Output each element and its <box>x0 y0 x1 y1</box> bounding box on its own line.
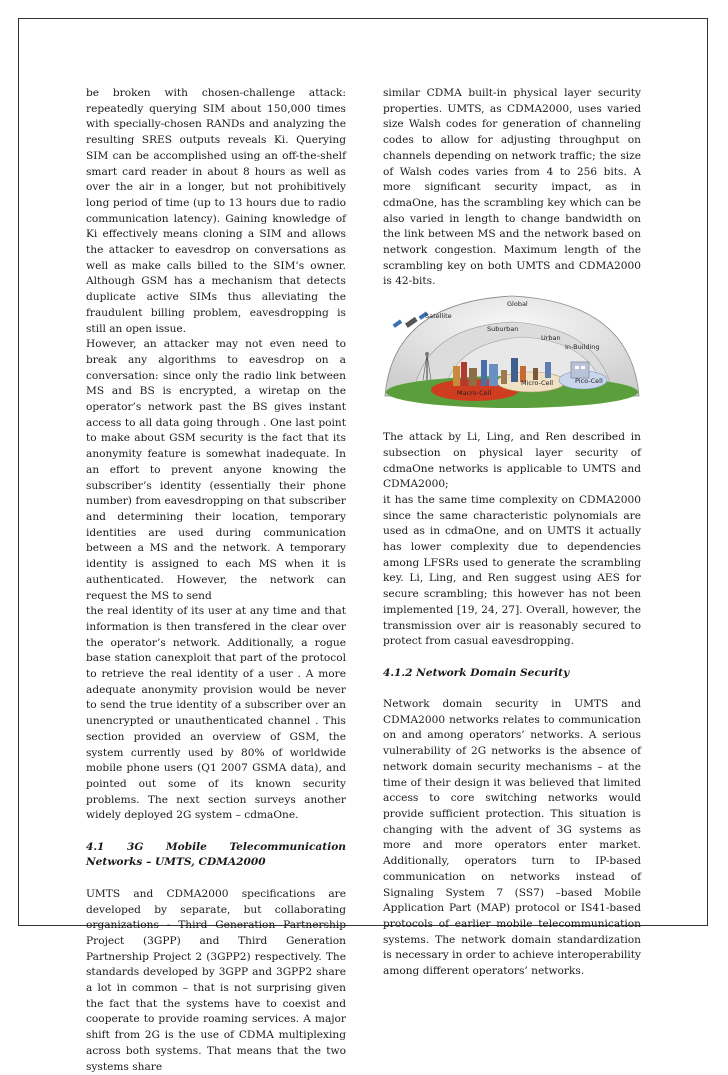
right-paragraph-2: The attack by Li, Ling, and Ren described in subsection on physical layer security of cdmaOne networks is applicable to UMTS and CDMA2000; <box>383 431 641 491</box>
label-global: Global <box>507 300 528 309</box>
left-paragraph-4: UMTS and CDMA2000 specifications are developed by separate, but collaborating organizations - Third Generation Partnership Project (3GPP) and Third Generation Partnership Project 2 (3GPP2) respectively. The standards developed by 3GPP and 3GPP2 share a lot in common – that is not surprising given the fact that the systems have to coexist and cooperate to provide roaming services. A major shift from 2G is the use of CDMA multiplexing across both systems. That means that the two systems share <box>86 887 346 1073</box>
left-column <box>86 86 346 1075</box>
network-hierarchy-figure <box>383 292 641 410</box>
right-paragraph-3: it has the same time complexity on CDMA2000 since the same characteristic polynomials are used as in cdmaOne, and on UMTS it actually has lower complexity due to dependencies among LFSRs used to generate the scrambling key. Li, Ling, and Ren suggest using AES for secure scrambling; this however has not been implemented [19, 24, 27]. Overall, however, the transmission over air is reasonably secured to protect from casual eavesdropping. <box>383 493 641 648</box>
label-urban: Urban <box>541 334 561 343</box>
label-in-building: In-Building <box>565 343 600 352</box>
left-paragraph-3: the real identity of its user at any time and that information is then transfered in the clear over the operator’s network. Additionally, a rogue base station canexploit that part of the protocol to retrieve the real identity of a user . A more adequate anonymity provision would be never to send the true identity of a subscriber over an unencrypted or unauthenticated channel . This section provided an overview of GSM, the system currently used by 80% of worldwide mobile phone users (Q1 2007 GSMA data), and pointed out some of its known security problems. The next section surveys another widely deployed 2G system – cdmaOne. <box>86 605 346 822</box>
label-pico-cell: Pico-Cell <box>575 377 603 386</box>
left-paragraph-1: be broken with chosen-challenge attack: repeatedly querying SIM about 150,000 times with specially-chosen RANDs and analyzing the resulting SRES outputs reveals Ki. Querying SIM can be accomplished using an off-the-shelf smart card reader in about 8 hours as well as over the air in a longer, but not prohibitively long period of time (up to 13 hours due to radio communication latency). Gaining knowledge of Ki effectively means cloning a SIM and allows the attacker to eavesdrop on conversations as well as make calls billed to the SIM’s owner. Although GSM has a mechanism that detects duplicate active SIMs thus alleviating the fraudulent billing problem, eavesdropping is still an open issue. <box>86 87 346 335</box>
section-heading-4-1-2: 4.1.2 Network Domain Security <box>383 666 570 679</box>
label-micro-cell: Micro-Cell <box>521 379 554 388</box>
right-paragraph-1: similar CDMA built-in physical layer security properties. UMTS, as CDMA2000, uses varied size Walsh codes for generation of channeling codes to allow for adjusting throughput on channels depending on network traffic; the size of Walsh codes varies from 4 to 256 bits. A more significant security impact, as in cdmaOne, has the scrambling key which can be also varied in length to change bandwidth on the link between MS and the network based on network congestion. Maximum length of the scrambling key on both UMTS and CDMA2000 is 42-bits. <box>383 87 641 288</box>
right-column <box>383 86 641 980</box>
label-suburban: Suburban <box>487 325 519 334</box>
left-paragraph-2: However, an attacker may not even need to break any algorithms to eavesdrop on a conversation: since only the radio link between MS and BS is encrypted, a wiretap on the operator’s network past the BS gives instant access to all data going through . One last point to make about GSM security is the fact that its anonymity feature is somewhat inadequate. In an effort to prevent anyone knowing the subscriber’s identity (essentially their phone number) from eavesdropping on that subscriber and determining their location, temporary identities are used during communication between a MS and the network. A temporary identity is assigned to each MS when it is authenticated. However, the network can request the MS to send <box>86 338 346 602</box>
section-heading-4-1: 4.1 3G Mobile Telecommunication Networks – UMTS, CDMA2000 <box>86 840 346 869</box>
right-paragraph-4: Network domain security in UMTS and CDMA2000 networks relates to communication on and among operators’ networks. A serious vulnerability of 2G networks is the absence of network domain security mechanisms – at the time of their design it was believed that limited access to core switching networks would provide sufficient protection. This situation is changing with the advent of 3G systems as more and more operators enter market. Additionally, operators turn to IP-based communication on networks instead of Signaling System 7 (SS7) –based Mobile Application Part (MAP) protocol or IS41-based protocols of earlier mobile telecommunication systems. The network domain standardization is necessary in order to achieve interoperability among different operators’ networks. <box>383 698 641 978</box>
network-hierarchy-diagram <box>383 292 641 410</box>
label-macro-cell: Macro-Cell <box>457 389 492 398</box>
label-satellite: Satellite <box>425 312 452 321</box>
